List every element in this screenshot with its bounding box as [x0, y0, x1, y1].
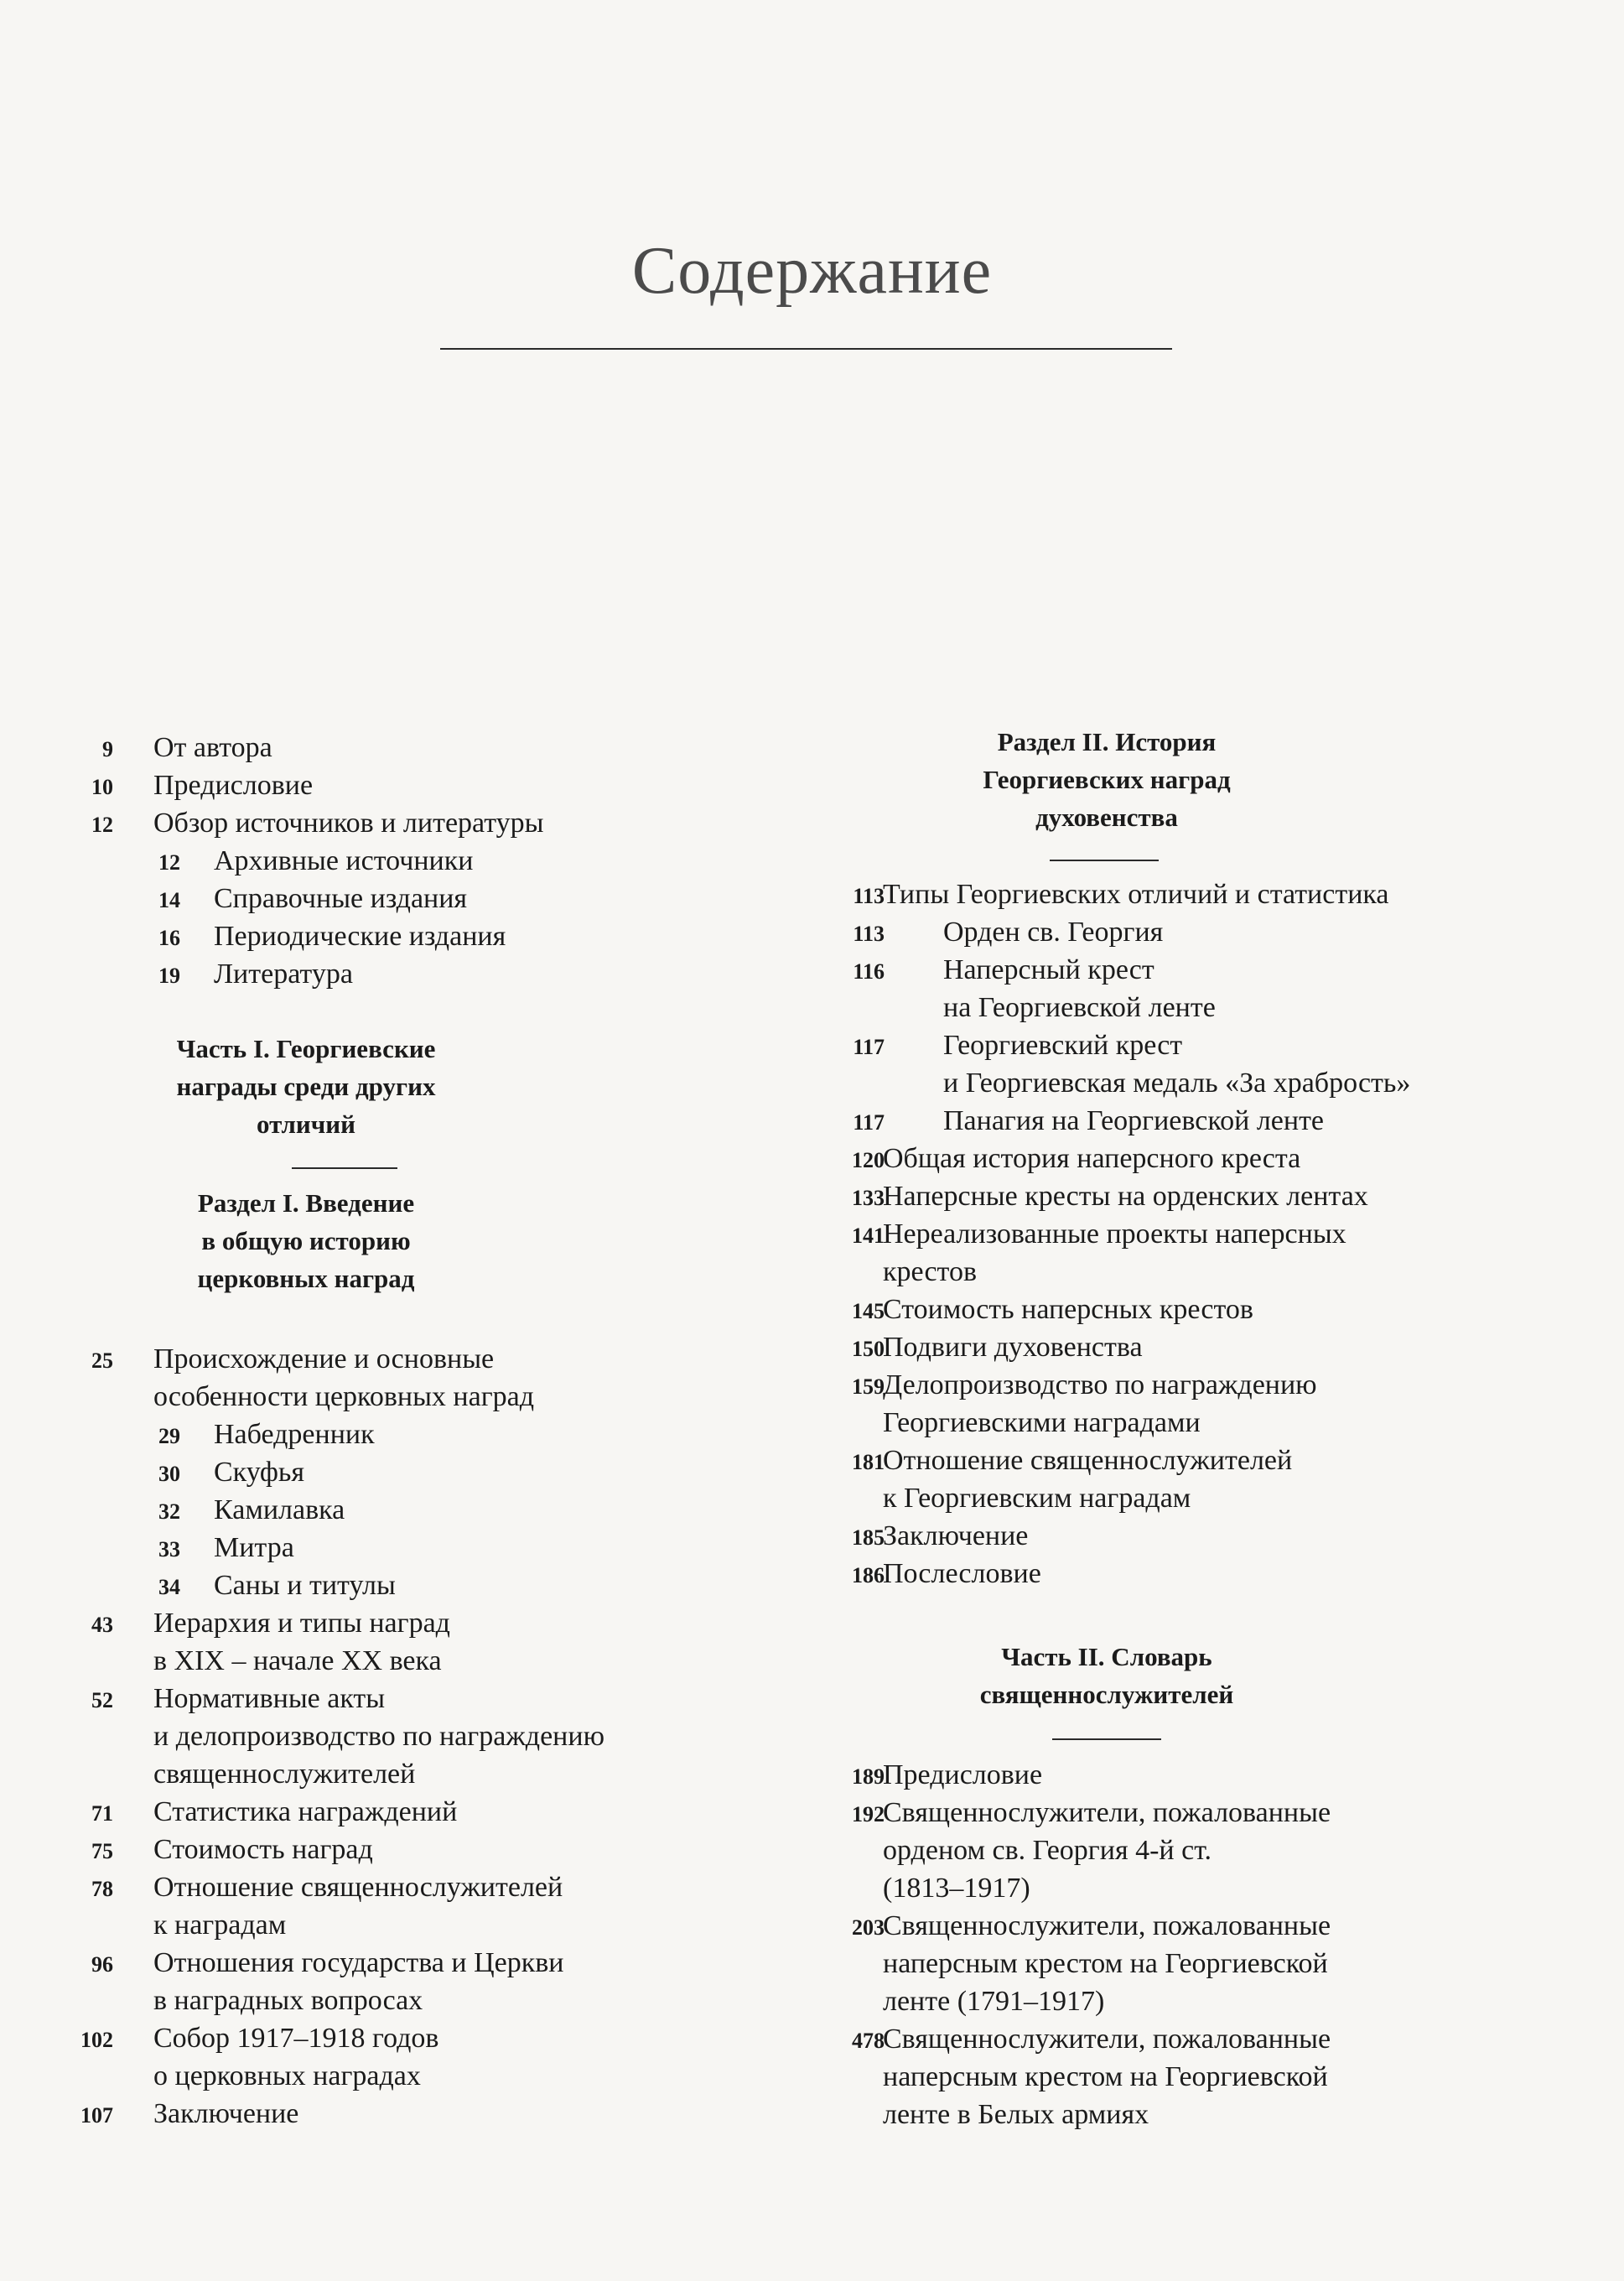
- toc-page-number: 145: [852, 1299, 885, 1323]
- toc-page-number: 113: [853, 884, 885, 908]
- toc-page-number: 181: [852, 1450, 885, 1474]
- toc-page-number: 75: [91, 1839, 113, 1863]
- toc-entry-line: Общая история наперсного креста: [883, 1143, 1301, 1174]
- toc-entry-title: [883, 1215, 1346, 1291]
- toc-entry-line: особенности церковных наград: [153, 1381, 535, 1412]
- heading-line: Георгиевских наград: [983, 765, 1231, 794]
- heading-line: церковных наград: [197, 1264, 415, 1293]
- toc-entry: [0, 917, 805, 955]
- toc-page-number: 159: [852, 1374, 885, 1399]
- toc-entry-title: [214, 842, 473, 880]
- toc-entry-line: Георгиевскими наградами: [883, 1407, 1201, 1438]
- toc-entry-line: Саны и титулы: [214, 1570, 396, 1601]
- heading-line: награды среди других: [176, 1072, 436, 1101]
- toc-entry-title: [883, 1756, 1042, 1794]
- toc-entry-title: [883, 1291, 1253, 1328]
- toc-entry: [805, 951, 1624, 1026]
- toc-entry: [805, 1328, 1624, 1366]
- heading-line: Раздел II. История: [997, 727, 1217, 756]
- toc-entry: [805, 1517, 1624, 1555]
- toc-left-column: [0, 0, 805, 2281]
- toc-entry-title: [883, 1794, 1331, 1907]
- toc-entry-line: Стоимость наперсных крестов: [883, 1294, 1253, 1325]
- toc-entry: [0, 1831, 805, 1868]
- toc-entry-title: [943, 1102, 1324, 1140]
- toc-entry-line: От автора: [153, 732, 272, 763]
- toc-entry-title: [883, 1177, 1368, 1215]
- toc-entry-line: орденом св. Георгия 4-й ст.: [883, 1835, 1212, 1866]
- toc-entry-line: Заключение: [153, 2098, 299, 2129]
- toc-entry: [0, 1793, 805, 1831]
- toc-entry-line: ленте (1791–1917): [883, 1986, 1105, 2017]
- toc-entry: [805, 1366, 1624, 1442]
- toc-page-number: 120: [852, 1148, 885, 1172]
- toc-entry-title: [883, 1907, 1331, 2020]
- toc-entry-line: Собор 1917–1918 годов: [153, 2023, 439, 2054]
- toc-page-number: 150: [852, 1337, 885, 1361]
- toc-entry-line: Типы Георгиевских отличий и статистика: [883, 879, 1389, 910]
- toc-entry: [0, 1868, 805, 1944]
- toc-entry: [805, 1794, 1624, 1907]
- heading-divider: [1052, 1738, 1161, 1740]
- toc-entry-title: [214, 917, 506, 955]
- toc-entry-line: и Георгиевская медаль «За храбрость»: [943, 1068, 1411, 1099]
- toc-page-number: 33: [158, 1537, 180, 1561]
- toc-entry-title: [883, 1328, 1143, 1366]
- heading-line: Раздел I. Введение: [197, 1188, 415, 1218]
- toc-page-number: 29: [158, 1424, 180, 1448]
- part-heading: [956, 1638, 1258, 1713]
- toc-entry-line: Заключение: [883, 1520, 1029, 1551]
- toc-entry-line: к Георгиевским наградам: [883, 1483, 1191, 1514]
- part-heading: [155, 1030, 457, 1143]
- heading-line: Часть II. Словарь: [1001, 1642, 1212, 1671]
- toc-page-number: 116: [853, 959, 885, 984]
- heading-line: духовенства: [1035, 803, 1178, 832]
- heading-line: в общую историю: [201, 1226, 411, 1255]
- toc-entry-title: [153, 1831, 373, 1868]
- toc-page-number: 133: [852, 1186, 885, 1210]
- toc-entry-line: Предисловие: [153, 770, 314, 801]
- toc-entry-title: [883, 1555, 1041, 1593]
- toc-page-number: 189: [852, 1764, 885, 1789]
- heading-divider: [292, 1167, 397, 1169]
- toc-entry-line: Панагия на Георгиевской ленте: [943, 1105, 1325, 1136]
- toc-entry-title: [153, 729, 272, 766]
- toc-entry: [0, 1567, 805, 1604]
- toc-entry-line: наперсным крестом на Георгиевской: [883, 1948, 1328, 1979]
- toc-entry-title: [214, 880, 467, 917]
- toc-entry-title: [153, 804, 544, 842]
- toc-page-number: 71: [91, 1801, 113, 1826]
- toc-entry-title: [153, 766, 313, 804]
- toc-entry-title: [214, 1416, 375, 1453]
- toc-entry: [805, 1555, 1624, 1593]
- toc-entry-line: наперсным крестом на Георгиевской: [883, 2061, 1328, 2092]
- toc-entry: [805, 1756, 1624, 1794]
- toc-entry: [0, 1416, 805, 1453]
- toc-page-number: 117: [853, 1110, 885, 1135]
- toc-entry-line: Наперсные кресты на орденских лентах: [883, 1181, 1368, 1212]
- toc-entry: [0, 1680, 805, 1793]
- toc-entry: [805, 1291, 1624, 1328]
- toc-entry-title: [883, 1442, 1292, 1517]
- toc-entry-line: Архивные источники: [214, 845, 474, 876]
- toc-entry-line: Обзор источников и литературы: [153, 808, 544, 839]
- toc-page-number: 141: [852, 1224, 885, 1248]
- heading-divider: [1050, 860, 1159, 861]
- toc-entry-title: [214, 1529, 294, 1567]
- toc-entry-line: Периодические издания: [214, 921, 506, 952]
- toc-entry-title: [943, 951, 1216, 1026]
- toc-entry-line: Стоимость наград: [153, 1834, 373, 1865]
- toc-page-number: 30: [158, 1462, 180, 1486]
- toc-entry-title: [153, 1944, 564, 2019]
- toc-entry-line: Иерархия и типы наград: [153, 1608, 450, 1639]
- toc-entry-line: Священнослужители, пожалованные: [883, 2024, 1331, 2055]
- toc-entry-line: к наградам: [153, 1909, 287, 1941]
- section-heading: [155, 1184, 457, 1297]
- toc-entry-line: Скуфья: [214, 1457, 305, 1488]
- toc-entry: [805, 913, 1624, 951]
- toc-page-number: 34: [158, 1575, 180, 1599]
- toc-page-number: 117: [853, 1035, 885, 1059]
- toc-entry-title: [883, 2020, 1331, 2133]
- toc-entry-line: Митра: [214, 1532, 294, 1563]
- toc-page-number: 478: [852, 2029, 885, 2053]
- toc-entry-title: [153, 1680, 604, 1793]
- toc-entry-title: [214, 1567, 396, 1604]
- toc-entry: [0, 729, 805, 766]
- toc-entry-line: Происхождение и основные: [153, 1343, 495, 1374]
- toc-entry: [0, 1491, 805, 1529]
- toc-entry-line: о церковных наградах: [153, 2060, 421, 2091]
- toc-entry: [0, 842, 805, 880]
- toc-entry-line: Нереализованные проекты наперсных: [883, 1218, 1346, 1250]
- toc-entry-line: в XIX – начале XX века: [153, 1645, 442, 1676]
- toc-entry: [805, 1177, 1624, 1215]
- toc-entry: [805, 1102, 1624, 1140]
- toc-page-number: 78: [91, 1877, 113, 1901]
- toc-entry-line: ленте в Белых армиях: [883, 2099, 1149, 2130]
- toc-page-number: 107: [80, 2103, 113, 2128]
- toc-entry-title: [153, 1868, 563, 1944]
- toc-entry-line: Георгиевский крест: [943, 1030, 1183, 1061]
- toc-entry: [805, 1442, 1624, 1517]
- toc-entry-title: [883, 1140, 1300, 1177]
- toc-entry-title: [883, 876, 1388, 913]
- toc-entry-line: Священнослужители, пожалованные: [883, 1797, 1331, 1828]
- toc-page-number: 16: [158, 926, 180, 950]
- section-heading: [956, 723, 1258, 836]
- toc-entry: [0, 1453, 805, 1491]
- toc-page-number: 102: [80, 2028, 113, 2052]
- toc-page-number: 19: [158, 964, 180, 988]
- toc-page-number: 25: [91, 1348, 113, 1373]
- toc-page-number: 32: [158, 1499, 180, 1524]
- toc-entry-title: [214, 955, 353, 993]
- toc-entry-line: Священнослужители, пожалованные: [883, 1910, 1331, 1941]
- toc-entry-line: и делопроизводство по награждению: [153, 1721, 604, 1752]
- toc-page-number: 43: [91, 1613, 113, 1637]
- toc-entry-line: Справочные издания: [214, 883, 468, 914]
- toc-entry: [805, 1140, 1624, 1177]
- toc-entry-line: в наградных вопросах: [153, 1985, 423, 2016]
- toc-entry-line: Набедренник: [214, 1419, 375, 1450]
- toc-page-number: 203: [852, 1915, 885, 1940]
- toc-entry-line: Предисловие: [883, 1759, 1043, 1790]
- toc-page-number: 12: [91, 813, 113, 837]
- toc-page-number: 186: [852, 1563, 885, 1587]
- toc-entry-title: [883, 1517, 1028, 1555]
- toc-page-number: 9: [102, 737, 113, 761]
- toc-page-number: 52: [91, 1688, 113, 1712]
- toc-entry: [805, 1026, 1624, 1102]
- toc-entry-line: Отношения государства и Церкви: [153, 1947, 564, 1978]
- toc-entry-line: Наперсный крест: [943, 954, 1154, 985]
- toc-entry: [0, 2019, 805, 2095]
- toc-entry: [0, 1604, 805, 1680]
- toc-entry-title: [883, 1366, 1317, 1442]
- toc-page-number: 14: [158, 888, 180, 912]
- toc-entry: [805, 1215, 1624, 1291]
- heading-line: священнослужителей: [979, 1680, 1234, 1709]
- toc-entry-line: Камилавка: [214, 1494, 345, 1525]
- toc-entry: [805, 876, 1624, 913]
- toc-entry-line: Статистика награждений: [153, 1796, 458, 1827]
- toc-entry-line: (1813–1917): [883, 1873, 1030, 1904]
- toc-entry-line: на Георгиевской ленте: [943, 992, 1216, 1023]
- heading-line: Часть I. Георгиевские: [176, 1034, 436, 1063]
- toc-entry: [805, 2020, 1624, 2133]
- toc-entry: [0, 804, 805, 842]
- toc-entry: [0, 766, 805, 804]
- toc-entry-line: Делопроизводство по награждению: [883, 1369, 1317, 1400]
- toc-page-number: 192: [852, 1802, 885, 1826]
- toc-entry-line: Орден св. Георгия: [943, 917, 1164, 948]
- toc-entry-title: [943, 913, 1163, 951]
- toc-entry-line: Подвиги духовенства: [883, 1332, 1143, 1363]
- heading-line: отличий: [256, 1109, 355, 1139]
- toc-entry: [0, 1340, 805, 1416]
- toc-page-number: 10: [91, 775, 113, 799]
- toc-entry-line: священнослужителей: [153, 1759, 416, 1790]
- toc-entry: [805, 1907, 1624, 2020]
- toc-page-number: 96: [91, 1952, 113, 1977]
- toc-page-number: 113: [853, 922, 885, 946]
- toc-entry-title: [153, 1340, 534, 1416]
- toc-entry-line: Отношение священнослужителей: [153, 1872, 563, 1903]
- toc-entry-line: Нормативные акты: [153, 1683, 386, 1714]
- toc-entry-line: Литература: [214, 959, 353, 990]
- toc-entry: [0, 1944, 805, 2019]
- toc-entry-title: [153, 2095, 298, 2133]
- toc-page-number: 12: [158, 850, 180, 875]
- toc-entry-title: [214, 1491, 345, 1529]
- toc-entry-title: [153, 1793, 457, 1831]
- toc-entry-line: крестов: [883, 1256, 978, 1287]
- toc-entry-line: Послесловие: [883, 1558, 1041, 1589]
- toc-entry: [0, 880, 805, 917]
- toc-entry: [0, 2095, 805, 2133]
- toc-entry: [0, 955, 805, 993]
- toc-entry: [0, 1529, 805, 1567]
- toc-entry-title: [943, 1026, 1410, 1102]
- toc-entry-line: Отношение священнослужителей: [883, 1445, 1293, 1476]
- page-title: Содержание: [631, 234, 993, 308]
- toc-entry-title: [153, 1604, 450, 1680]
- toc-right-column: [805, 0, 1624, 2281]
- toc-page-number: 185: [852, 1525, 885, 1550]
- toc-entry-title: [214, 1453, 304, 1491]
- toc-entry-title: [153, 2019, 438, 2095]
